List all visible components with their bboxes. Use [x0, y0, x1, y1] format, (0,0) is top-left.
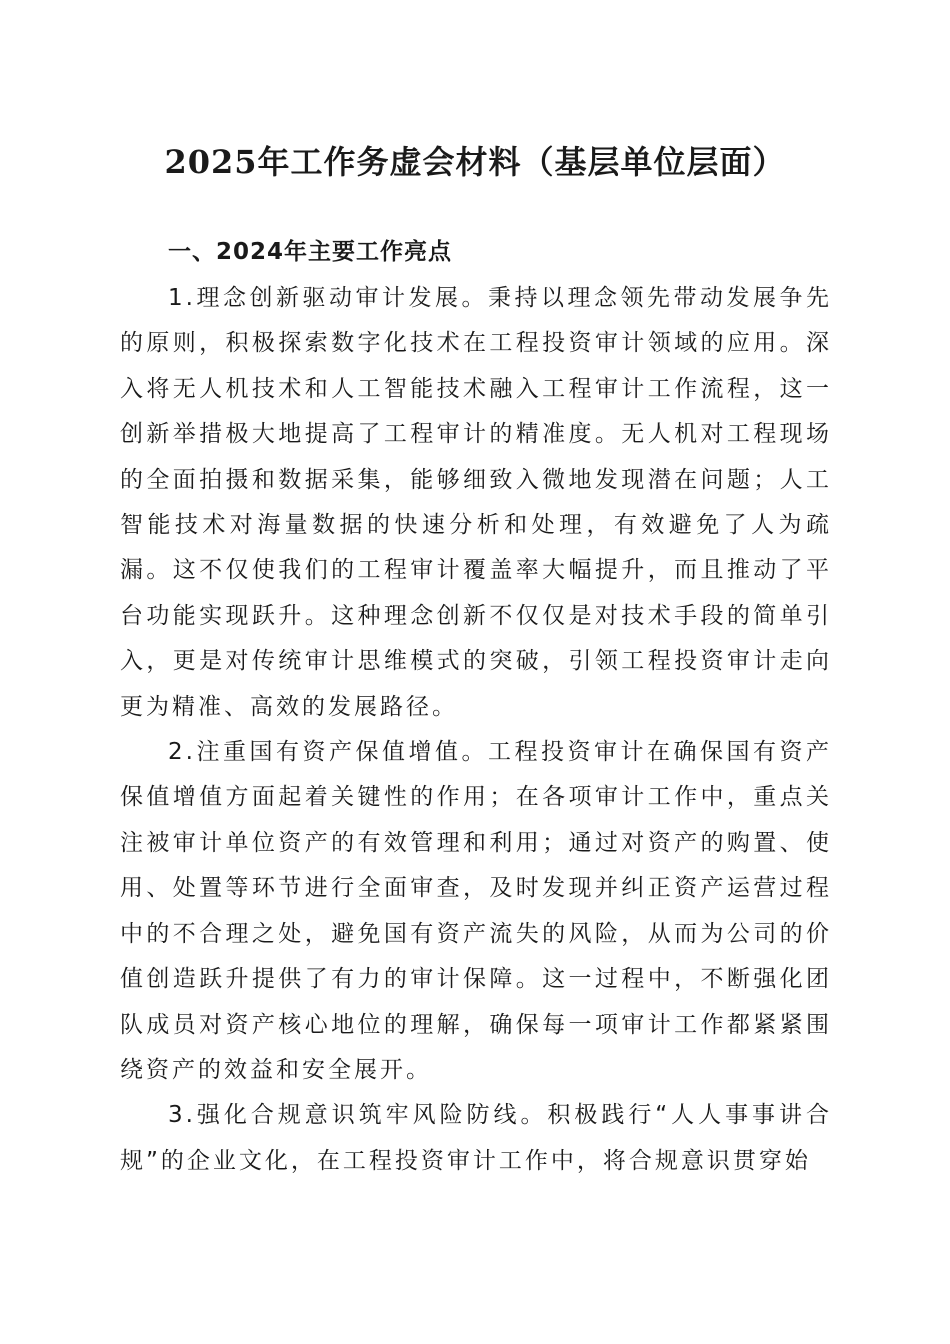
document-title: 2025年工作务虚会材料（基层单位层面） — [164, 143, 786, 181]
paragraph-3: 3.强化合规意识筑牢风险防线。积极践行“人人事事讲合规”的企业文化，在工程投资审计工作中，将合规意识贯穿始 — [120, 1102, 832, 1174]
document-body — [120, 230, 832, 1184]
paragraph-2: 2.注重国有资产保值增值。工程投资审计在确保国有资产保值增值方面起着关键性的作用；在各项审计工作中，重点关注被审计单位资产的有效管理和利用；通过对资产的购置、使用、处置等环节进行全面审查，及时发现并纠正资产运营过程中的不合理之处，避免国有资产流失的风险，从而为公司的价值创造跃升提供了有力的审计保障。这一过程中，不断强化团队成员对资产核心地位的理解，确保每一项审计工作都紧紧围绕资产的效益和安全展开。 — [120, 739, 832, 1083]
section-heading: 一、2024年主要工作亮点 — [168, 239, 453, 265]
paragraph-1: 1.理念创新驱动审计发展。秉持以理念领先带动发展争先的原则，积极探索数字化技术在工程投资审计领域的应用。深入将无人机技术和人工智能技术融入工程审计工作流程，这一创新举措极大地提高了工程审计的精准度。无人机对工程现场的全面拍摄和数据采集，能够细致入微地发现潜在问题；人工智能技术对海量数据的快速分析和处理，有效避免了人为疏漏。这不仅使我们的工程审计覆盖率大幅提升，而且推动了平台功能实现跃升。这种理念创新不仅仅是对技术手段的简单引入，更是对传统审计思维模式的突破，引领工程投资审计走向更为精准、高效的发展路径。 — [120, 285, 832, 720]
